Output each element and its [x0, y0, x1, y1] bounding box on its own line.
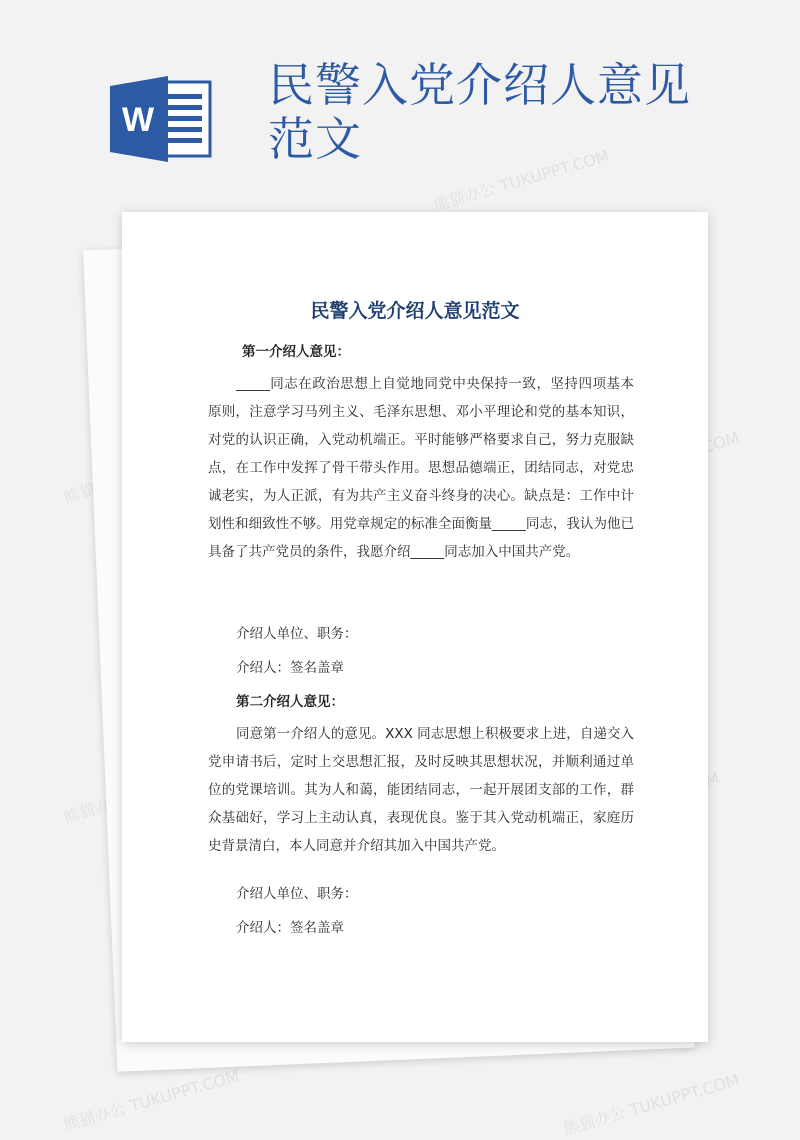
section1-signer-line: 介绍人：签名盖章 — [236, 660, 344, 676]
section1-unit-line: 介绍人单位、职务： — [236, 626, 358, 642]
section1-body: _____同志在政治思想上自觉地同党中央保持一致，坚持四项基本原则，注意学习马列主义、毛泽东思想、邓小平理论和党的基本知识，对党的认识正确，入党动机端正。平时能够严格要求自己，努力克服缺点，在工作中发挥了骨干带头作用。思想品德端正，团结同志，对党忠诚老实，为人正派，有为共产主义奋斗终身的决心。缺点是：工作中计划性和细致性不够。用党章规定的标准全面衡量_____同志，我认为他已具备了共产党员的条件，我愿介绍_____同志加入中国共产党。 — [208, 376, 634, 560]
document-title: 民警入党介绍人意见范文 — [310, 300, 520, 322]
section2-unit-line: 介绍人单位、职务： — [236, 886, 358, 902]
watermark: 熊猫办公 — [61, 790, 128, 827]
section1-heading: 第一介绍人意见： — [242, 344, 350, 360]
page-title: 民警入党介绍人意见范文 — [268, 58, 691, 166]
word-icon-letter: W — [121, 101, 155, 139]
watermark: 熊猫办公 TUKUPPT.COM — [61, 1066, 242, 1135]
watermark: 熊猫办公 TUKUPPT.COM — [431, 146, 612, 215]
section2-body: 同意第一介绍人的意见。XXX 同志思想上积极要求上进，自递交入党申请书后，定时上交思想汇报，及时反映其思想状况，并顺利通过单位的党课培训。其为人和蔼，能团结同志，一起开展团支部的工作，群众基础好，学习上主动认真，表现优良。鉴于其入党动机端正，家庭历史背景清白，本人同意并介绍其加入中国共产党。 — [208, 726, 634, 854]
section2-signer-line: 介绍人：签名盖章 — [236, 920, 344, 936]
watermark: 熊猫办公 TUKUPPT.COM — [561, 1070, 742, 1139]
section2-heading: 第二介绍人意见： — [236, 694, 344, 710]
word-document-icon — [110, 76, 214, 162]
document-page — [122, 212, 708, 1042]
